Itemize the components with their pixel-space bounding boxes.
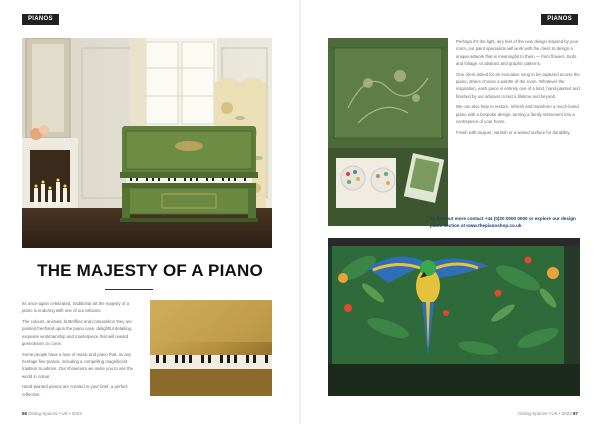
section-tag-right: PIANOS (541, 14, 578, 25)
section-tag: PIANOS (22, 14, 59, 25)
left-paragraph-2: The colours, animals, butterflies and composition they are painted freehand upon the piano case, delightful detailing, exquisite workmanship and masterpiece that will reward generations to come. (22, 319, 133, 346)
headline-rule (105, 289, 153, 290)
right-paragraph-2: One client asked for an evocative song to be captured across the piano, others choose a palette of the room. Whatever the inspiration, each piece is entirely one of a kind, hand-painted and finished by our artisans to last a lifetime and beyond. (456, 71, 580, 99)
artisan-illustration (328, 38, 448, 226)
parrot-piano-illustration (328, 238, 580, 396)
right-paragraph-3: We can also help to restore, refresh and transform a much-loved piano with a bespoke design, turning a family instrument into a centrepiece of your home. (456, 104, 579, 124)
page-gutter (299, 0, 301, 424)
painting-artisan-photo (328, 38, 448, 226)
left-body-text (22, 300, 140, 402)
right-footer-text: Dining Spaces • UK • 2023 (518, 411, 572, 416)
left-footer (22, 411, 82, 416)
article-headline: THE MAJESTY OF A PIANO (37, 261, 263, 280)
parrot-piano-photo (328, 238, 580, 396)
right-body-text (456, 38, 580, 140)
left-footer-text: Dining Spaces • UK • 2023 (28, 411, 82, 416)
left-paragraph-3: Some people have a love of music and piano that, as any heritage fine pianos, including a compelling magnificent tradition to admire. Our showroom we invite you to see the world in colour. (22, 351, 134, 379)
left-paragraph-4: Hand-painted pianos are created to your brief, a perfect reflection. (22, 384, 128, 397)
contact-cta: To find out more contact +44 (0)20 0000 0000 or explore our design piano section at www.thepianoshop.co.uk (430, 216, 576, 228)
left-page-number: 86 (22, 411, 28, 416)
right-paragraph-1: Perhaps it's the light, airy feel of the new design inspired by your room, our paint specialists will work with the client to design a unique artwork that is meaningful to them — from flowers, birds and foliage, to abstract and graphic patterns. (456, 39, 579, 66)
right-footer (518, 411, 578, 416)
left-paragraph-1: Its once-again celebrated, traditional art the majesty of a piano is enduring with one of our artisans. (22, 301, 130, 314)
right-paragraph-4: Finish with lacquer, varnish or a waxed surface for durability. (456, 129, 571, 135)
gold-piano-illustration (150, 300, 272, 396)
green-piano (120, 126, 258, 222)
gold-piano-photo (150, 300, 272, 396)
green-piano-photo (22, 38, 272, 248)
right-page-number: 87 (572, 411, 578, 416)
green-piano-illustration (22, 38, 272, 248)
